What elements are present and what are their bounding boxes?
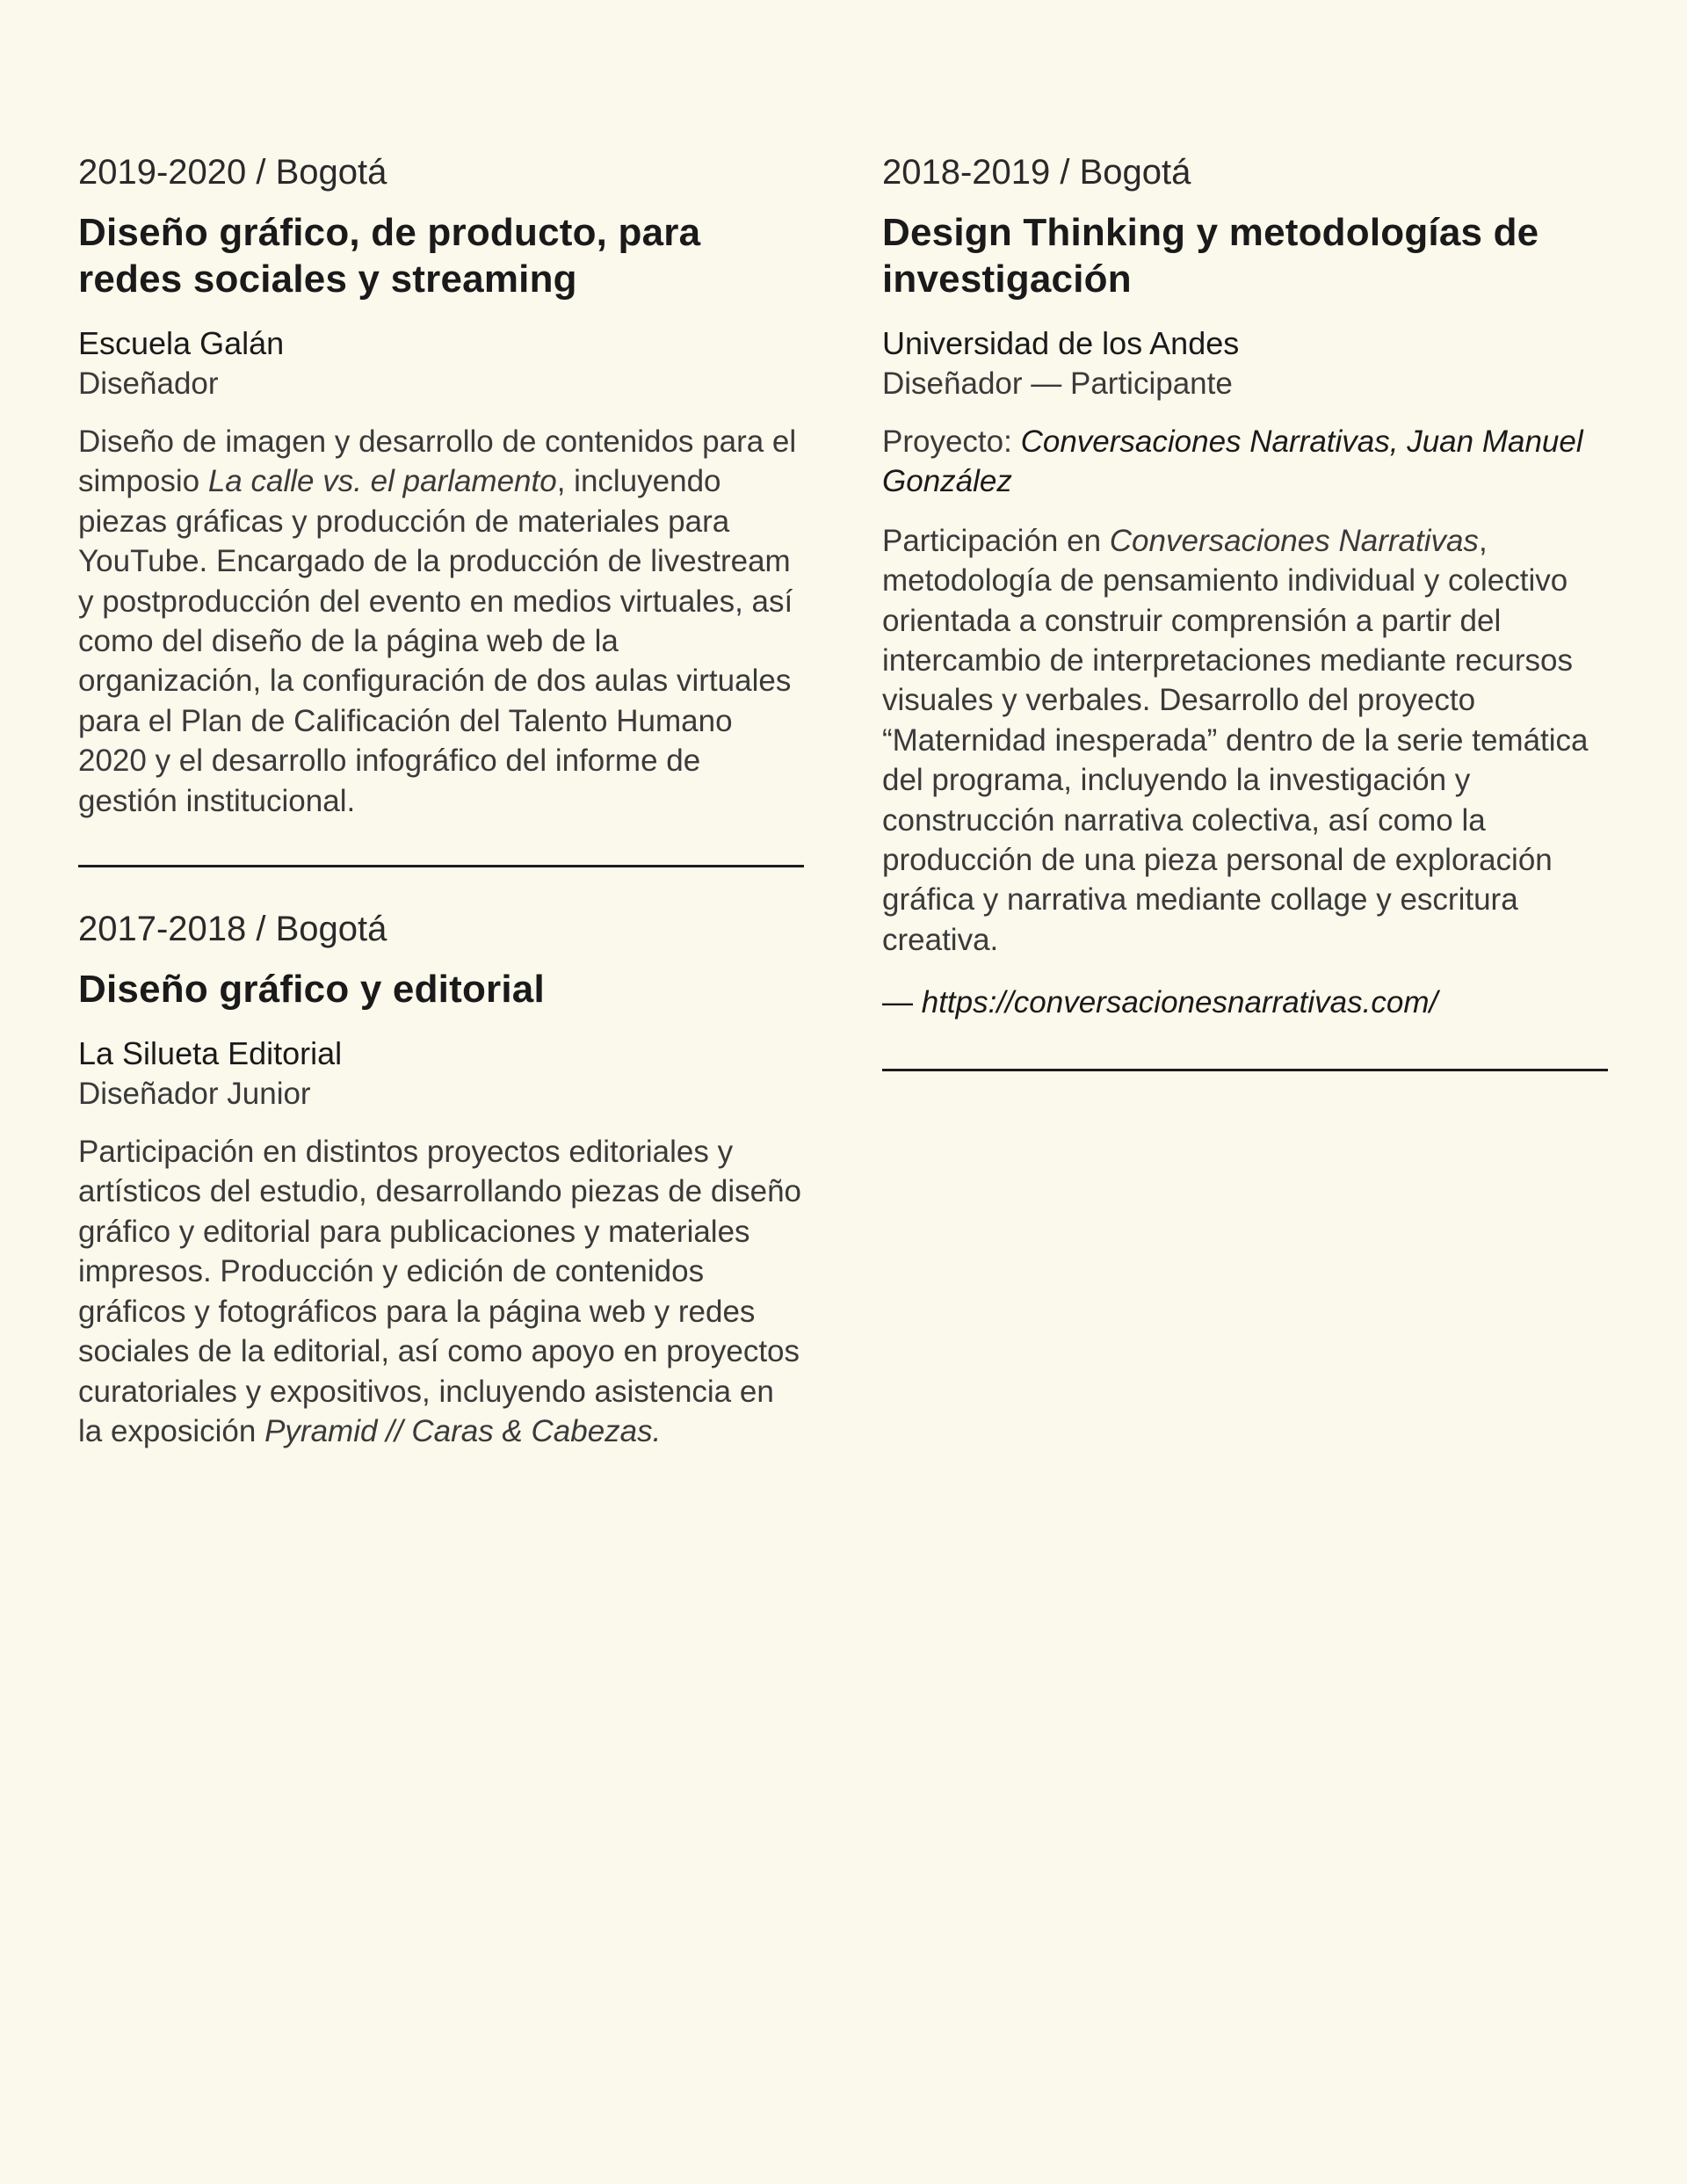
event-name: La calle vs. el parlamento (207, 464, 557, 499)
project-link[interactable]: — https://conversacionesnarrativas.com/ (882, 985, 1438, 1020)
program-name: Conversaciones Narrativas (1109, 523, 1479, 558)
entry-title: Diseño gráfico y editorial (78, 968, 545, 1012)
left-column (78, 148, 804, 1451)
entry-organization: La Silueta Editorial (78, 1035, 343, 1072)
project-url[interactable]: https://conversacionesnarrativas.com/ (921, 985, 1438, 1020)
entry-organization: Escuela Galán (78, 325, 285, 361)
entry-project: Proyecto: Conversaciones Narrativas, Juan Manuel González (882, 424, 1583, 499)
entry-description: Diseño de imagen y desarrollo de contenidos para el simposio La calle vs. el parlamento, incluyendo piezas gráficas y producción de materiales para YouTube. Encargado de la producción de livestream y postproducción del evento en medios virtuales, así como del diseño de la página web de la organización, la configuración de dos aulas virtuales para el Plan de Calificación del Talento Humano 2020 y el desarrollo infográfico del informe de gestión institucional. (78, 424, 797, 818)
exhibition-name: Pyramid // Caras & Cabezas. (264, 1413, 662, 1448)
section-divider (78, 865, 804, 867)
right-column (882, 148, 1608, 1071)
experience-entry-escuela-galan (78, 148, 804, 821)
entry-description: Participación en distintos proyectos editoriales y artísticos del estudio, desarrollando piezas de diseño gráfico y editorial para publicaciones y materiales impresos. Producción y edición de contenidos gráficos y fotográficos para la página web y redes sociales de la editorial, así como apoyo en proyectos curatoriales y expositivos, incluyendo asistencia en la exposición Pyramid // Caras & Cabezas. (78, 1135, 801, 1448)
entry-role: Diseñador — Participante (882, 366, 1233, 401)
project-name: Conversaciones Narrativas, Juan Manuel González (882, 424, 1583, 499)
entry-period: 2018-2019 / Bogotá (882, 153, 1191, 192)
entry-period: 2017-2018 / Bogotá (78, 910, 387, 949)
experience-entry-la-silueta (78, 904, 804, 1451)
entry-period: 2019-2020 / Bogotá (78, 153, 387, 192)
entry-role: Diseñador Junior (78, 1077, 311, 1112)
entry-role: Diseñador (78, 366, 219, 401)
entry-organization: Universidad de los Andes (882, 325, 1240, 361)
entry-title: Design Thinking y metodologías de investigación (882, 211, 1539, 301)
section-divider (882, 1069, 1608, 1071)
entry-description: Participación en Conversaciones Narrativas, metodología de pensamiento individual y colectivo orientada a construir comprensión a partir del intercambio de interpretaciones mediante recursos visuales y verbales. Desarrollo del proyecto “Maternidad inesperada” dentro de la serie temática del programa, incluyendo la investigación y construcción narrativa colectiva, así como la producción de una pieza personal de exploración gráfica y narrativa mediante collage y escritura creativa. (882, 523, 1589, 957)
experience-entry-universidad-de-los-andes (882, 148, 1608, 1023)
entry-title: Diseño gráfico, de producto, para redes sociales y streaming (78, 211, 701, 301)
